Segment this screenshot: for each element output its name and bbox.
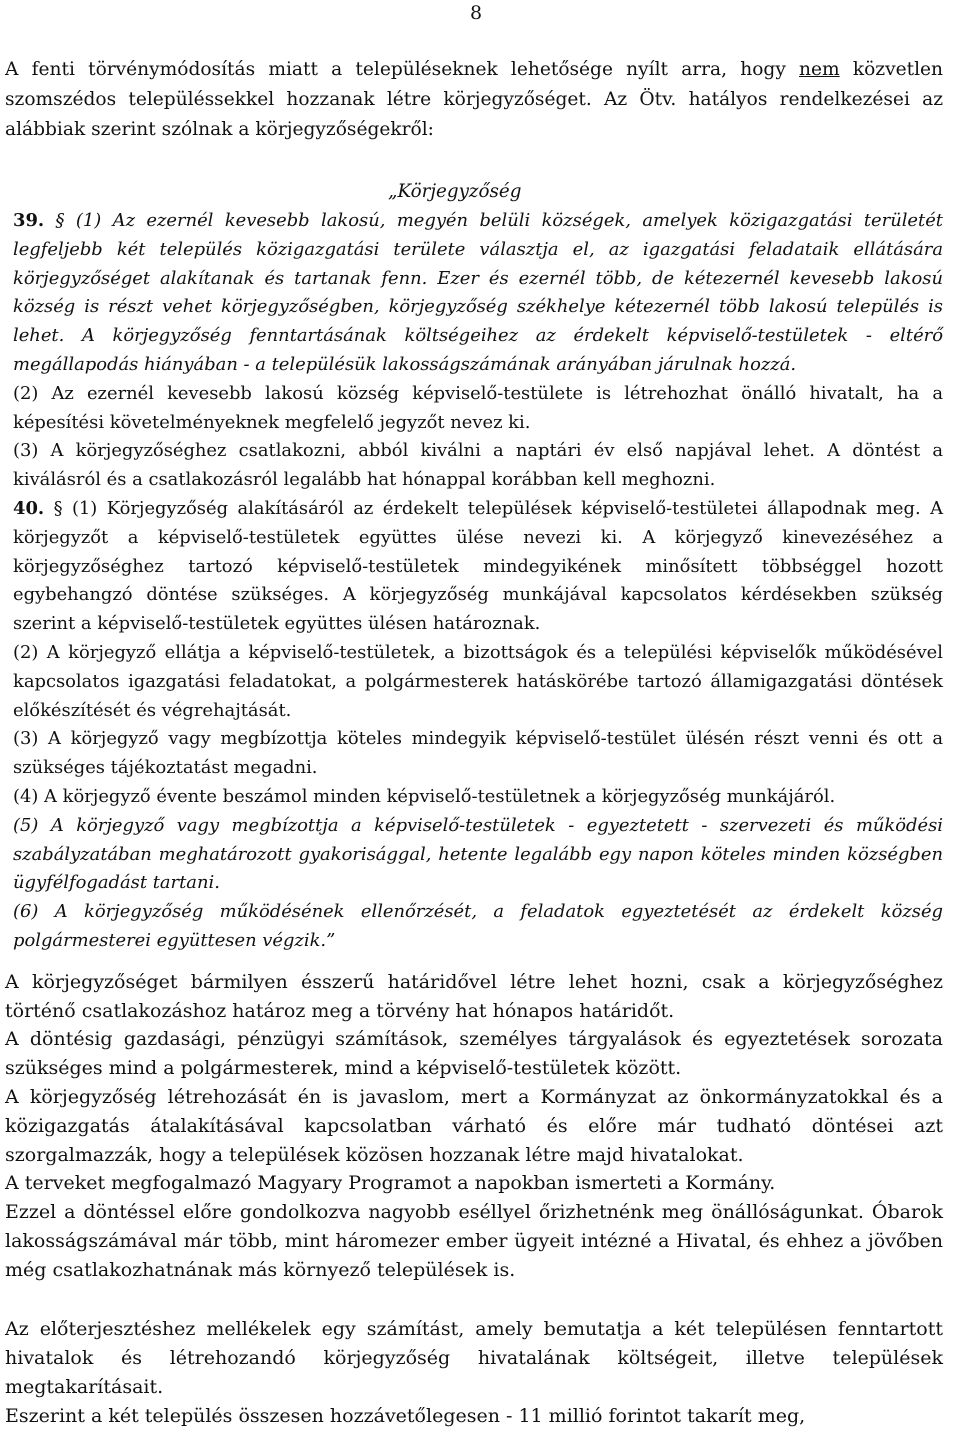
section-40-paragraph-4: (4) A körjegyző évente beszámol minden képviselő-testületnek a körjegyzőség munkájáról.: [13, 785, 836, 807]
body-paragraph-4: A terveket megfogalmazó Magyary Programot a napokban ismerteti a Kormány.: [5, 1172, 776, 1195]
section-39-paragraph-2: (2) Az ezernél kevesebb lakosú község képviselő-testülete is létrehozhat önálló hivatalt, ha a képesítési követelményeknek megfelelő jegyzőt nevez ki.: [13, 382, 943, 433]
section-40-paragraph-6: (6) A körjegyzőség működésének ellenőrzését, a feladatok egyeztetését az érdekelt község polgármesterei együttesen végzik.”: [13, 901, 943, 951]
intro-text-2: közvetlen szomszédos településsekkel hozzanak létre körjegyzőséget. Az Ötv. hatályos rendelkezései az alábbiak szerint szólnak a körjegyzőségekről:: [5, 59, 943, 140]
section-39-paragraph-1: [13, 207, 943, 380]
section-39-number: 39.: [13, 210, 45, 231]
body-paragraph-3: A körjegyzőség létrehozását én is javaslom, mert a Kormányzat az önkormányzatokkal és a közigazgatás átalakításával kapcsolatban várható és előre már tudható döntései azt szorgalmazzák, hogy a települések közösen hozzanak létre majd hivatalokat.: [5, 1085, 943, 1166]
page-number: 8: [470, 2, 483, 24]
body-paragraph-5: Ezzel a döntéssel előre gondolkozva nagyobb eséllyel őrizhetnénk meg önállóságunkat. Óbarok lakosságszámával már több, mint háromezer ember ügyeit intézné a Hivatal, és ehhez a jövőben még csatlakozhatnának más környező települések is.: [5, 1201, 943, 1281]
intro-underlined-word: nem: [799, 59, 840, 80]
section-40-paragraph-2: (2) A körjegyző ellátja a képviselő-testületek, a bizottságok és a települési képviselők működésével kapcsolatos igazgatási feladatokat, a polgármesterek hatáskörébe tartozó államigazgatási döntések előkészítését és végrehajtását.: [13, 641, 943, 721]
document-body: [5, 55, 943, 1431]
closing-paragraph-1: Az előterjesztéshez mellékelek egy számítást, amely bemutatja a két településen fenntartott hivatalok és létrehozandó körjegyzőség hivatalának költségeit, illetve települések megtakarításait.: [5, 1318, 943, 1399]
commentary: [5, 968, 943, 1285]
body-paragraph-1: A körjegyzőséget bármilyen ésszerű határidővel létre lehet hozni, csak a körjegyzőséghez történő csatlakozáshoz határoz meg a törvény hat hónapos határidőt.: [5, 970, 943, 1022]
section-40-text-1: § (1) Körjegyzőség alakításáról az érdekelt települések képviselő-testületei állapodnak meg. A körjegyzőt a képviselő-testületek együttes ülése nevezi ki. A körjegyző kinevezéséhez a körjegyzőséghez tartozó képviselő-testületek mindegyikének minősített többséggel hozott egybehangzó döntése szükséges. A körjegyzőség munkájával kapcsolatos kérdésekben szükség szerint a képviselő-testületek együttes ülésen határoznak.: [13, 497, 943, 635]
legal-quote: [13, 207, 943, 956]
section-40-paragraph-5: (5) A körjegyző vagy megbízottja a képviselő-testületek - egyeztetett - szervezeti és működési szabályzatában meghatározott gyakorisággal, hetente legalább egy napon köteles minden községben ügyfélfogadást tartani.: [13, 814, 943, 894]
intro-paragraph: [5, 55, 943, 145]
section-40-paragraph-3: (3) A körjegyző vagy megbízottja köteles mindegyik képviselő-testület ülésén részt venni és ott a szükséges tájékoztatást megadni.: [13, 728, 943, 779]
closing-paragraph-2: Eszerint a két település összesen hozzávetőlegesen - 11 millió forintot takarít meg,: [5, 1404, 806, 1427]
closing-section: [5, 1315, 943, 1430]
intro-text-1: A fenti törvénymódosítás miatt a településeknek lehetősége nyílt arra, hogy: [5, 59, 800, 80]
section-40-paragraph-1: [13, 495, 943, 639]
section-39-paragraph-3: (3) A körjegyzőséghez csatlakozni, abból kiválni a naptári év első napjával lehet. A döntést a kiválásról és a csatlakozásról legalább hat hónappal korábban kell meghozni.: [13, 440, 943, 491]
section-39-text-1: § (1) Az ezernél kevesebb lakosú, megyén belüli községek, amelyek közigazgatási területét legfeljebb két település közigazgatási területe választja el, az igazgatási feladataik ellátására körjegyzőséget alakítanak és tartanak fenn. Ezer és ezernél több, de kétezernél kevesebb lakosú község is részt vehet körjegyzőségben, körjegyzőség székhelye kétezernél több lakosú település is lehet. A körjegyzőség fenntartásának költségeihez az érdekelt képviselő-testületek - eltérő megállapodás hiányában - a településük lakosságszámának arányában járulnak hozzá.: [13, 210, 943, 375]
section-40-number: 40.: [13, 497, 45, 519]
quote-title: „Körjegyzőség: [388, 181, 522, 202]
body-paragraph-2: A döntésig gazdasági, pénzügyi számítások, személyes tárgyalások és egyeztetések sorozata szükséges mind a polgármesterek, mind a képviselő-testületek között.: [5, 1028, 943, 1080]
